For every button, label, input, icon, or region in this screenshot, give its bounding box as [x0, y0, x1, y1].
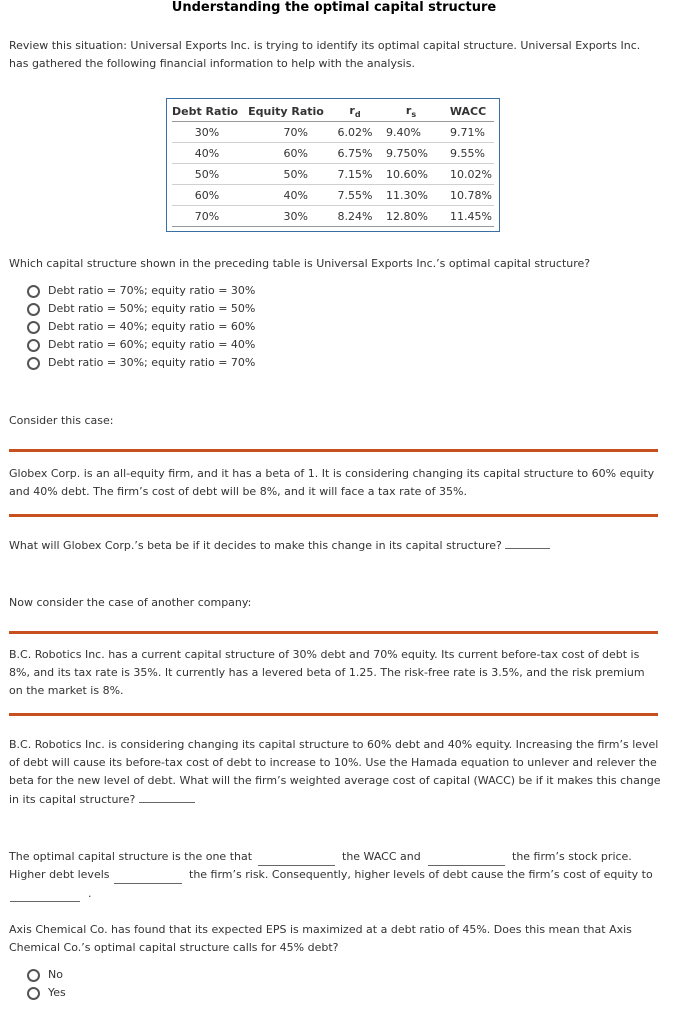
q1-option[interactable]: [27, 300, 255, 318]
bc-case-text: B.C. Robotics Inc. has a current capital structure of 30% debt and 70% equity. Its current before-tax cost of debt is 8%, and its tax rate is 35%. It currently has a levered beta of 1.25. The risk-free rate is 3.5%, and the risk premium on the market is 8%.: [9, 648, 645, 697]
bc-question: B.C. Robotics Inc. is considering changing its capital structure to 60% debt and 40% equity. Increasing the firm’s level of debt will cause its before-tax cost of debt to increase to 10%. Use the Hamada equation to unlever and relever the beta for the new level of debt. What will the firm’s weighted average cost of capital (WACC) be if it makes this change in its capital structure?: [9, 738, 661, 806]
header-equity-ratio: Equity Ratio: [242, 102, 330, 122]
q1-question: Which capital structure shown in the preceding table is Universal Exports Inc.’s optimal capital structure?: [9, 257, 591, 270]
bc-wacc-input[interactable]: [139, 790, 195, 803]
cell-wacc: 11.45%: [442, 206, 494, 227]
table-row: [172, 164, 494, 185]
fill-text-4: Higher debt levels: [9, 868, 110, 881]
cell-rd: 8.24%: [330, 206, 380, 227]
cell-debt-ratio: 70%: [172, 206, 242, 227]
table-row: [172, 206, 494, 227]
header-wacc: WACC: [442, 102, 494, 122]
axis-options: [27, 966, 66, 1002]
table-row: [172, 143, 494, 164]
header-debt-ratio: Debt Ratio: [172, 102, 242, 122]
radio-label: Debt ratio = 50%; equity ratio = 50%: [48, 302, 256, 315]
consider-case-label: Consider this case:: [9, 414, 114, 427]
cell-rd: 7.15%: [330, 164, 380, 185]
cell-rd: 6.75%: [330, 143, 380, 164]
q1-option[interactable]: [27, 318, 255, 336]
cell-rs: 11.30%: [380, 185, 442, 206]
radio-label: Debt ratio = 30%; equity ratio = 70%: [48, 356, 256, 369]
section-divider: [9, 449, 658, 452]
fill-text-5: the firm’s risk. Consequently, higher levels of debt cause the firm’s cost of equity to: [189, 868, 653, 881]
fill-text-2: the WACC and: [342, 850, 421, 863]
intro-text: Review this situation: Universal Exports Inc. is trying to identify its optimal capital structure. Universal Exports Inc. has gathered the following financial information to help with the analysis.: [9, 39, 641, 70]
cell-equity-ratio: 60%: [242, 143, 330, 164]
radio-button[interactable]: [27, 357, 40, 370]
radio-label: Debt ratio = 70%; equity ratio = 30%: [48, 284, 256, 297]
cell-debt-ratio: 60%: [172, 185, 242, 206]
globex-question: What will Globex Corp.’s beta be if it decides to make this change in its capital structure?: [9, 536, 661, 555]
cell-debt-ratio: 30%: [172, 122, 242, 143]
axis-option-yes[interactable]: [27, 984, 66, 1002]
fill-end-mark: .: [88, 887, 92, 900]
radio-button[interactable]: [27, 303, 40, 316]
section-divider: [9, 631, 658, 634]
radio-button[interactable]: [27, 987, 40, 1000]
radio-label: Yes: [48, 986, 66, 999]
page-title: Understanding the optimal capital structure: [171, 0, 497, 15]
radio-label: No: [48, 968, 63, 981]
header-rs: $r_s$: [380, 102, 442, 122]
radio-button[interactable]: [27, 339, 40, 352]
q1-option[interactable]: [27, 282, 255, 300]
fill-text-1: The optimal capital structure is the one that: [9, 850, 253, 863]
cell-equity-ratio: 50%: [242, 164, 330, 185]
radio-button[interactable]: [27, 321, 40, 334]
q1-option[interactable]: [27, 354, 255, 372]
radio-label: Debt ratio = 60%; equity ratio = 40%: [48, 338, 256, 351]
capital-structure-table: [166, 98, 500, 232]
table-header-row: [172, 102, 494, 122]
cell-equity-ratio: 40%: [242, 185, 330, 206]
fill-text-3: the firm’s stock price.: [512, 850, 632, 863]
cell-debt-ratio: 40%: [172, 143, 242, 164]
cell-rs: 9.750%: [380, 143, 442, 164]
cell-rd: 7.55%: [330, 185, 380, 206]
section-divider: [9, 713, 658, 716]
q1-option[interactable]: [27, 336, 255, 354]
cell-wacc: 9.71%: [442, 122, 494, 143]
cell-wacc: 9.55%: [442, 143, 494, 164]
cell-rs: 12.80%: [380, 206, 442, 227]
cell-equity-ratio: 70%: [242, 122, 330, 143]
header-rd: $r_d$: [330, 102, 380, 122]
another-company-label: Now consider the case of another company:: [9, 596, 252, 609]
globex-beta-input[interactable]: [505, 536, 550, 549]
cell-debt-ratio: 50%: [172, 164, 242, 185]
fill-blank-risk-effect[interactable]: [114, 882, 182, 884]
cell-rs: 10.60%: [380, 164, 442, 185]
table-row: [172, 122, 494, 143]
cell-wacc: 10.78%: [442, 185, 494, 206]
radio-button[interactable]: [27, 969, 40, 982]
cell-rd: 6.02%: [330, 122, 380, 143]
cell-rs: 9.40%: [380, 122, 442, 143]
radio-label: Debt ratio = 40%; equity ratio = 60%: [48, 320, 256, 333]
table-row: [172, 185, 494, 206]
axis-question: Axis Chemical Co. has found that its expected EPS is maximized at a debt ratio of 45%. Does this mean that Axis Chemical Co.’s optimal capital structure calls for 45% debt?: [9, 923, 632, 954]
axis-option-no[interactable]: [27, 966, 66, 984]
section-divider: [9, 514, 658, 517]
fill-blank-cost-of-equity[interactable]: [10, 900, 80, 902]
cell-equity-ratio: 30%: [242, 206, 330, 227]
radio-button[interactable]: [27, 285, 40, 298]
cell-wacc: 10.02%: [442, 164, 494, 185]
globex-case-text: Globex Corp. is an all-equity firm, and it has a beta of 1. It is considering changing its capital structure to 60% equity and 40% debt. The firm’s cost of debt will be 8%, and it will face a tax rate of 35%.: [9, 467, 655, 498]
q1-options: [27, 282, 255, 372]
